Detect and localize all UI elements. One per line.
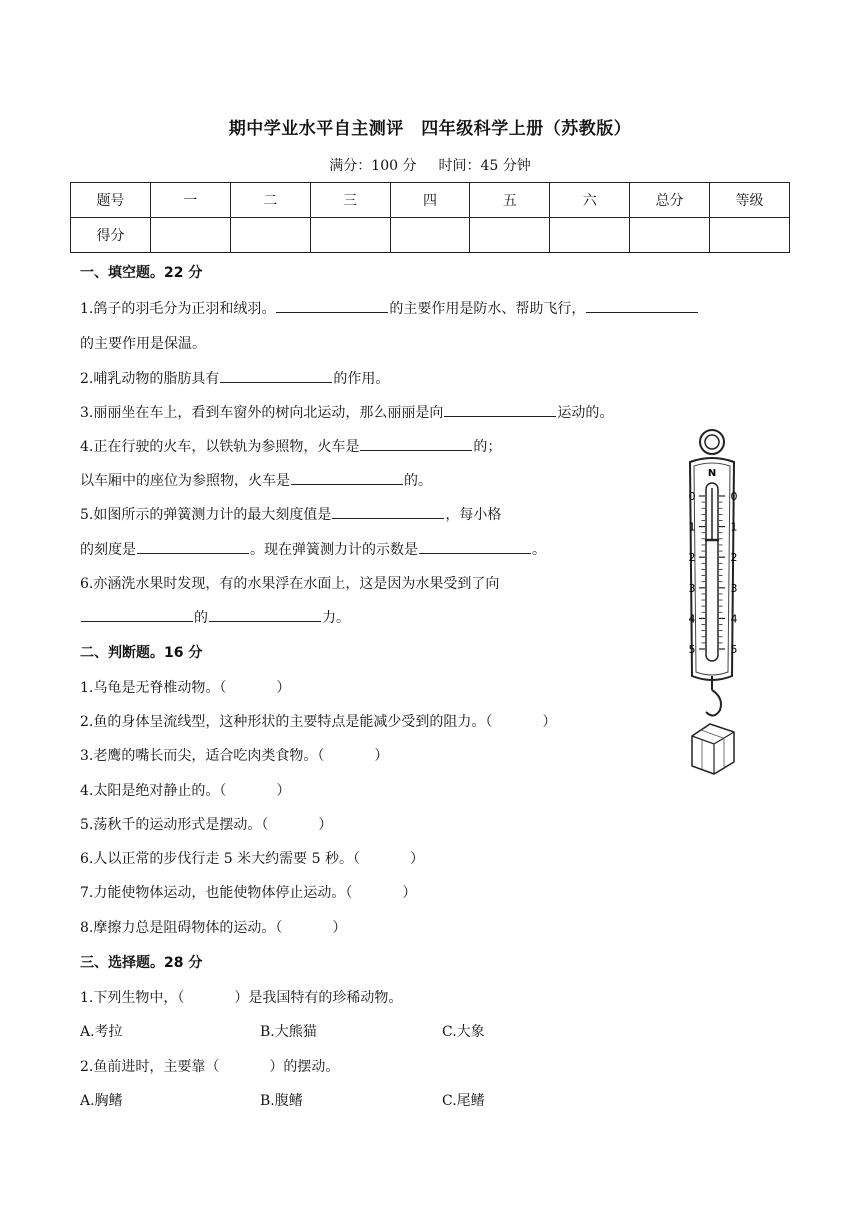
answer-blank[interactable] [137, 539, 249, 554]
tf-question [80, 745, 388, 765]
question-text: 5.如图所示的弹簧测力计的最大刻度值是 [80, 507, 332, 523]
question-text: 3.丽丽坐在车上，看到车窗外的树向北运动，那么丽丽是向 [80, 405, 444, 421]
question-text: 1.鸽子的羽毛分为正羽和绒羽。 [80, 301, 276, 317]
question-text: ）是我国特有的珍稀动物。 [234, 990, 403, 1006]
scale-label: 4 [688, 612, 696, 626]
scale-label: 1 [688, 520, 696, 534]
question-text: 4.太阳是绝对静止的。（ [80, 783, 227, 799]
question-text: 2.哺乳动物的脂肪具有 [80, 371, 220, 387]
question-text: 1.乌龟是无脊椎动物。（ [80, 680, 227, 696]
answer-blank[interactable] [220, 368, 332, 383]
option-b[interactable]: B.大熊猫 [260, 1024, 317, 1040]
question-text: 1.下列生物中，（ [80, 990, 185, 1006]
scale-label: 4 [730, 612, 738, 626]
section-true-false-title: 二、判断题。16 分 [80, 645, 203, 661]
answer-blank[interactable] [332, 504, 444, 519]
scale-label: 2 [688, 551, 696, 565]
north-mark: N [707, 468, 717, 479]
score-input-cell[interactable] [710, 218, 790, 253]
question-text: 7.力能使物体运动，也能使物体停止运动。（ [80, 885, 353, 901]
question-text: 的 [194, 610, 208, 626]
question-1-6-cont [80, 607, 350, 627]
score-table-score-row [71, 218, 790, 253]
question-text: 6.人以正常的步伐行走 5 米大约需要 5 秒。（ [80, 851, 360, 867]
paren-close: ） [276, 783, 291, 799]
option-a[interactable]: A.胸鳍 [80, 1093, 123, 1109]
page-title: 期中学业水平自主测评 四年级科学上册（苏教版） [228, 119, 632, 139]
scale-label: 0 [730, 490, 738, 503]
answer-blank[interactable] [81, 607, 193, 622]
scale-label: 3 [688, 581, 696, 595]
spring-scale-figure [652, 428, 764, 784]
section-fill-in-title: 一、填空题。22 分 [80, 265, 203, 281]
score-input-cell[interactable] [630, 218, 710, 253]
question-1-4 [80, 436, 501, 456]
answer-blank[interactable] [209, 607, 321, 622]
tf-question [80, 882, 416, 902]
header-cell: 二 [230, 183, 310, 218]
question-text: 的主要作用是防水、帮助飞行， [389, 301, 586, 317]
answer-blank[interactable] [419, 539, 531, 554]
answer-blank[interactable] [586, 298, 698, 313]
score-table [70, 182, 790, 253]
score-input-cell[interactable] [150, 218, 230, 253]
question-text: 以车厢中的座位为参照物，火车是 [80, 473, 290, 489]
paren-close: ） [332, 920, 347, 936]
score-input-cell[interactable] [470, 218, 550, 253]
tf-question [80, 711, 556, 731]
answer-blank[interactable] [276, 298, 388, 313]
question-text: 。 [532, 542, 546, 558]
scale-label: 3 [730, 581, 738, 595]
header-cell: 题号 [71, 183, 151, 218]
header-cell: 一 [150, 183, 230, 218]
scale-label: 5 [730, 643, 738, 656]
question-text: 的； [473, 439, 502, 455]
exam-info [0, 155, 860, 175]
score-input-cell[interactable] [230, 218, 310, 253]
paren-close: ） [276, 680, 291, 696]
option-c[interactable]: C.尾鳍 [442, 1093, 485, 1109]
question-text: 力。 [322, 610, 350, 626]
paren-close: ） [542, 714, 557, 730]
mc-question-2 [80, 1056, 339, 1076]
question-text: 的刻度是 [80, 542, 136, 558]
scale-label: 0 [688, 490, 696, 503]
section-multiple-choice-title: 三、选择题。28 分 [80, 955, 203, 971]
question-1-4-cont [80, 470, 432, 490]
score-input-cell[interactable] [390, 218, 470, 253]
question-text: 的。 [404, 473, 432, 489]
scale-label: 2 [730, 551, 738, 565]
mc-question-1 [80, 987, 402, 1007]
scale-label: 1 [730, 520, 738, 534]
scale-label: 5 [688, 643, 696, 656]
option-b[interactable]: B.腹鳍 [260, 1093, 303, 1109]
tf-question [80, 917, 346, 937]
score-input-cell[interactable] [310, 218, 390, 253]
score-table-header-row [71, 183, 790, 218]
header-cell: 六 [550, 183, 630, 218]
question-text: 2.鱼前进时，主要靠（ [80, 1059, 220, 1075]
question-text: 4.正在行驶的火车，以铁轨为参照物，火车是 [80, 439, 360, 455]
question-text: 5.荡秋千的运动形式是摆动。（ [80, 817, 269, 833]
full-score: 满分：100 分 [329, 158, 417, 174]
paren-close: ） [409, 851, 424, 867]
paren-close: ） [318, 817, 333, 833]
mc-options-2 [80, 1090, 485, 1110]
header-cell: 三 [310, 183, 390, 218]
question-1-5 [80, 504, 501, 524]
question-1-5-cont [80, 539, 546, 559]
weight-block [692, 724, 734, 774]
question-text: 。现在弹簧测力计的示数是 [250, 542, 418, 558]
tf-question [80, 814, 332, 834]
question-1-3 [80, 402, 613, 422]
question-text: 的主要作用是保温。 [80, 336, 206, 352]
header-cell: 等级 [710, 183, 790, 218]
header-cell: 总分 [630, 183, 710, 218]
question-text: ，每小格 [445, 507, 502, 523]
scale-top-ring [700, 430, 724, 454]
question-text: ）的摆动。 [269, 1059, 340, 1075]
answer-blank[interactable] [291, 470, 403, 485]
question-text: 6.亦涵洗水果时发现，有的水果浮在水面上，这是因为水果受到了向 [80, 576, 500, 592]
tf-question [80, 848, 424, 868]
answer-blank[interactable] [360, 436, 472, 451]
score-label-cell: 得分 [71, 218, 151, 253]
paren-close: ） [402, 885, 417, 901]
mc-options-1 [80, 1021, 485, 1041]
question-text: 的作用。 [333, 371, 390, 387]
score-input-cell[interactable] [550, 218, 630, 253]
tf-question [80, 780, 290, 800]
question-1-1 [80, 298, 699, 318]
option-c[interactable]: C.大象 [442, 1024, 485, 1040]
exam-time: 时间：45 分钟 [438, 158, 531, 174]
question-text: 运动的。 [557, 405, 614, 421]
question-1-6 [80, 573, 499, 593]
header-cell: 四 [390, 183, 470, 218]
scale-top-ring-inner [705, 435, 719, 449]
question-text: 8.摩擦力总是阻碍物体的运动。（ [80, 920, 283, 936]
option-a[interactable]: A.考拉 [80, 1024, 123, 1040]
question-1-1-cont [80, 333, 206, 353]
paren-close: ） [374, 748, 389, 764]
tf-question [80, 677, 290, 697]
question-text: 2.鱼的身体呈流线型，这种形状的主要特点是能减少受到的阻力。（ [80, 714, 493, 730]
question-1-2 [80, 368, 389, 388]
header-cell: 五 [470, 183, 550, 218]
question-text: 3.老鹰的嘴长而尖，适合吃肉类食物。（ [80, 748, 325, 764]
hook [706, 690, 721, 716]
answer-blank[interactable] [444, 402, 556, 417]
